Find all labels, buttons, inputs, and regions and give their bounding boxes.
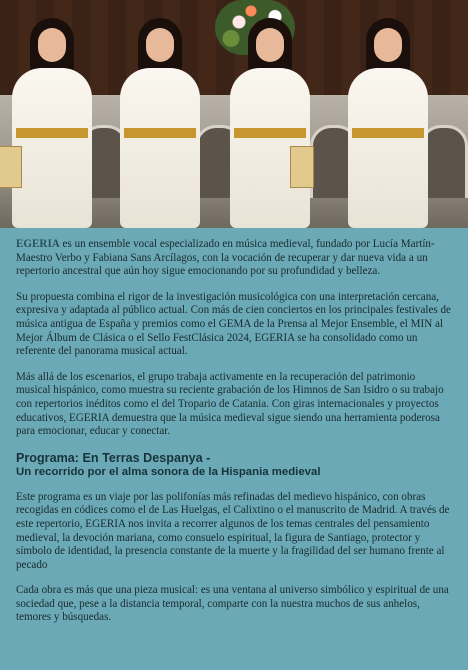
singer-figure: [110, 18, 210, 228]
ensemble-name: EGERIA: [16, 238, 60, 250]
program-subtitle: Un recorrido por el alma sonora de la Hispania medieval: [16, 465, 321, 478]
intro-text: es un ensemble vocal especializado en música medieval, fundado por Lucía Martín-Maestro Verbo y Fabiana Sans Arcílagos, con la vocación de recuperar y dar nueva vida a un repertorio ancestral que aún hoy sigue emocionando por su profundidad y belleza.: [16, 238, 435, 278]
paragraph: Su propuesta combina el rigor de la investigación musicológica con una interpretación cercana, expresiva y adaptada al público actual. Con más de cien conciertos en los principales festivales de música antigua de España y premios como el GEMA de la Prensa al Mejor Ensemble, el MIN al Mejor Álbum de Clásica o el Sello FestClásica 2024, EGERIA se ha consolidado como un referente del panorama musical actual.: [16, 290, 451, 358]
singer-figure: [2, 18, 102, 228]
program-heading: [16, 451, 452, 479]
paragraph: Más allá de los escenarios, el grupo trabaja activamente en la recuperación del patrimonio musical hispánico, como muestra su reciente grabación de los Himnos de San Isidro o su trabajo con repertorios inéditos como el del Tropario de Catania. Con giras internacionales y proyectos educativos, EGERIA demuestra que la música medieval sigue siendo una herramienta poderosa para emocionar, educar y conectar.: [16, 370, 444, 438]
singer-figure: [220, 18, 320, 228]
program-paragraph: Cada obra es más que una pieza musical: es una ventana al universo simbólico y espiritual de una sociedad que, pese a la distancia temporal, comparte con la nuestra muchos de sus anhelos, temores y búsquedas.: [16, 584, 449, 624]
intro-paragraph: [16, 238, 452, 279]
ensemble-photo: [0, 0, 468, 228]
program-title: Programa: En Terras Despanya -: [16, 450, 211, 465]
program-paragraph: Este programa es un viaje por las polifonías más refinadas del medievo hispánico, con obras recogidas en códices como el de Las Huelgas, el Calixtino o el manuscrito de Madrid. A través de este repertorio, EGERIA nos invita a recorrer algunos de los temas centrales del pensamiento medieval, la devoción mariana, como consuelo espiritual, la figura de Santiago, protector y símbolo de identidad, la presencia constante de la muerte y la fragilidad del ser humano frente al pecado: [16, 490, 450, 571]
singer-figure: [338, 18, 438, 228]
text-body: [0, 228, 468, 625]
